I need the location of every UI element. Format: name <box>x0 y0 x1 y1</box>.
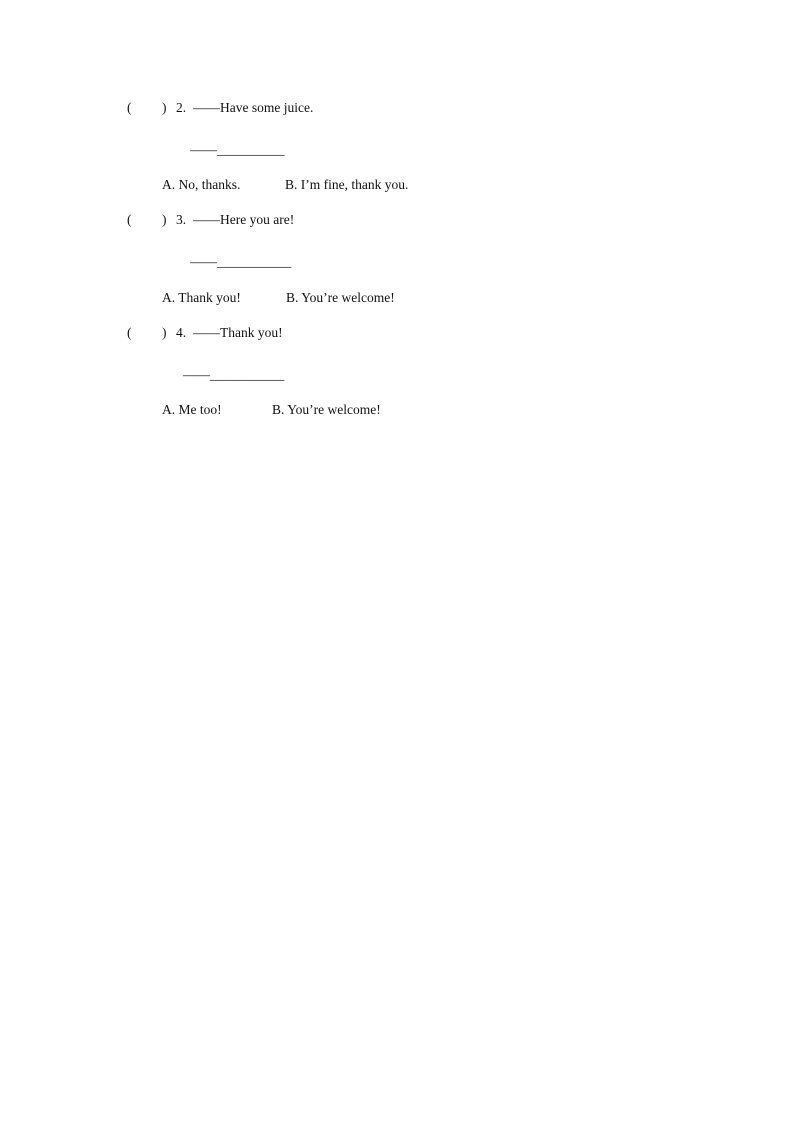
answer-paren-open: ( <box>127 325 132 340</box>
option-a: A. Me too! <box>162 402 222 417</box>
question-prompt: ——Thank you! <box>193 325 283 340</box>
answer-blank: ——___________ <box>183 367 285 382</box>
option-a: A. No, thanks. <box>162 177 241 192</box>
option-b: B. I’m fine, thank you. <box>285 177 409 192</box>
answer-blank: ——__________ <box>190 142 285 157</box>
answer-paren-open: ( <box>127 100 132 115</box>
answer-paren-close: ) <box>162 325 167 340</box>
question-number: 2. <box>176 100 187 115</box>
question-prompt: ——Here you are! <box>193 212 295 227</box>
answer-paren-open: ( <box>127 212 132 227</box>
question-prompt: ——Have some juice. <box>193 100 314 115</box>
question-number: 3. <box>176 212 187 227</box>
question-number: 4. <box>176 325 187 340</box>
answer-paren-close: ) <box>162 100 167 115</box>
option-a: A. Thank you! <box>162 290 241 305</box>
answer-blank: ——___________ <box>190 254 292 269</box>
option-b: B. You’re welcome! <box>286 290 395 305</box>
option-b: B. You’re welcome! <box>272 402 381 417</box>
answer-paren-close: ) <box>162 212 167 227</box>
